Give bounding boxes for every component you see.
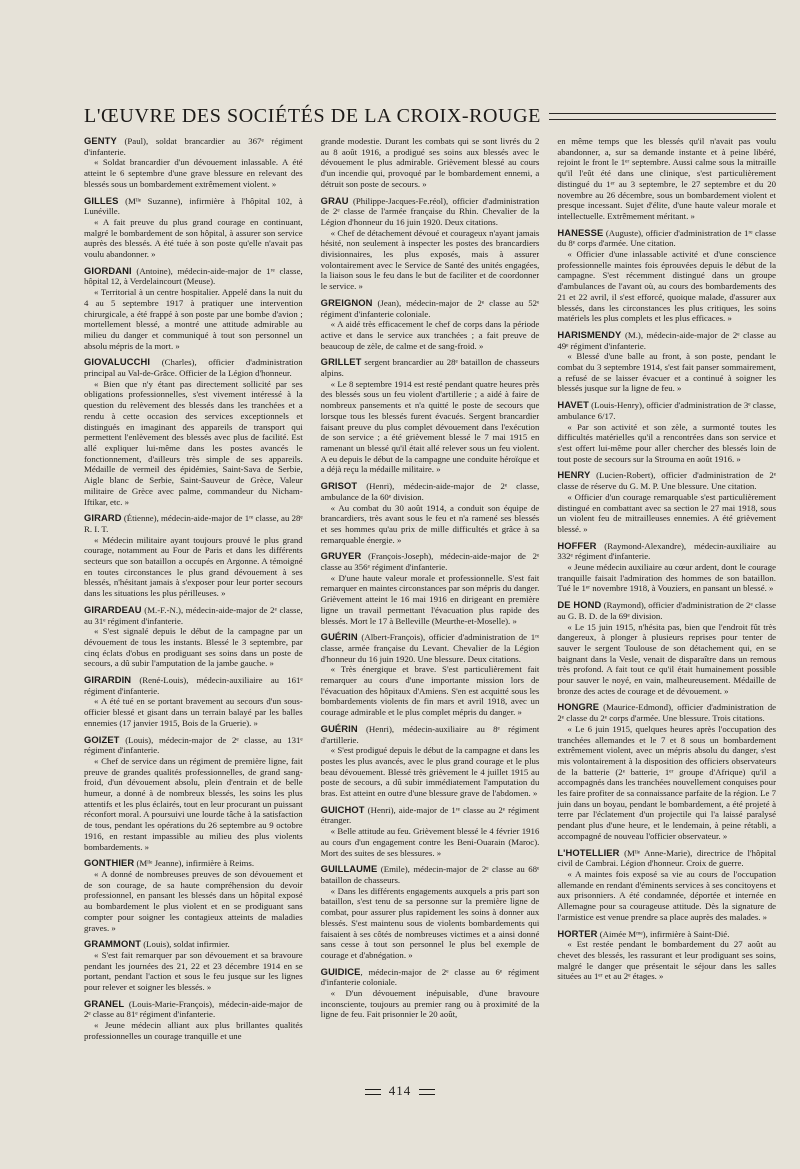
entry-heading: [557, 470, 776, 491]
entry-heading: [321, 196, 540, 228]
citation-entry: [557, 929, 776, 983]
citation-entry: [557, 541, 776, 595]
entry-heading: [557, 400, 776, 421]
entry-heading: [84, 136, 303, 157]
citation-text: « Est restée pendant le bombardement du 27 août au chevet des blessés, les rassurant et leur prodiguant ses soins, malgré le danger que présentait le séjour dans les salles situées au 1ᵉʳ et au 2ᵉ étages. »: [557, 939, 776, 982]
person-details: (Lucien-Robert), officier d'administration de 2ᵉ classe de réserve du G. M. P. Une blessure. Une citation.: [557, 470, 776, 492]
citation-entry: [321, 136, 540, 190]
citation-text: « Chef de détachement dévoué et courageux n'ayant jamais hésité, non seulement à inspecter les postes des brancardiers divisionnaires, les plus exposés, mais à assurer volontairement avec le Service de Santé des unités engagées, la liaison sous le feu dans le but de faciliter et de coordonner le service. »: [320, 227, 540, 292]
citation-entry: [84, 196, 303, 260]
entry-heading: [557, 600, 776, 621]
person-details: (Auguste), officier d'administration de 1ʳᵉ classe du 8ᵉ corps d'armée. Une citation.: [557, 227, 776, 249]
entry-heading: [321, 551, 540, 572]
citation-text: « Le 6 juin 1915, quelques heures après l'occupation des tranchées allemandes et le 7 et 8 sous un bombardement extrêmement violent, avec un mépris absolu du danger, s'est mis volontairement à la disposition des officiers observateurs de la batterie (2ᵉ batterie, 1ᵉʳ groupe d'Afrique) qu'il a accompagnés dans les tranchées nouvellement conquises pour les faire profiter de sa connaissance parfaite de la région. Le 7 juin dans un boyau, pendant le bombardement, a été projeté à terre par l'éclatement d'un projectile qui l'a laissé paralysé pendant plus d'une heure, et le lendemain, à peine rétabli, a accompagné de nouveau l'officier observateur. »: [557, 723, 776, 841]
entry-heading: [557, 848, 776, 869]
entry-heading: [321, 967, 540, 988]
person-name: DE HOND: [557, 599, 602, 611]
person-details: (Jean), médecin-major de 2ᵉ classe au 52ᵉ régiment d'infanterie coloniale.: [320, 297, 540, 319]
person-name: GUILLAUME: [320, 863, 378, 875]
citation-entry: [321, 967, 540, 1021]
person-name: GIORDANI: [84, 264, 132, 276]
citation-entry: [321, 632, 540, 718]
entry-heading: [84, 196, 303, 217]
citation-text: « S'est fait remarquer par son dévouement et sa bravoure pendant les journées des 21, 22 et 23 décembre 1914 en se portant, pendant l'action et sous le feu jusque sur les lignes pour relever et soigner les blessés. »: [84, 949, 303, 993]
entry-heading: [557, 929, 776, 940]
person-details: (François-Joseph), médecin-aide-major de 2ᵉ classe au 356ᵉ régiment d'infanterie.: [320, 551, 540, 573]
entry-heading: [84, 605, 303, 626]
person-details: (Henri), médecin-auxiliaire au 8ᵉ régiment d'artillerie.: [320, 723, 540, 745]
person-details: (Antoine), médecin-aide-major de 1ʳᵉ classe, hôpital 12, à Verdelaincourt (Meuse).: [84, 265, 303, 287]
person-name: GUIDICE: [320, 965, 361, 977]
citation-entry: [557, 330, 776, 394]
citation-text: « Chef de service dans un régiment de première ligne, fait preuve de grandes qualités professionnelles, de grand sang-froid, d'un dévouement absolu, plein d'entrain et de belle humeur, a donné à de nombreux blessés, les soins les plus attentifs et les plus éclairés, tout en leur procurant un puissant réconfort moral. A poursuivi une lourde tâche à la satisfaction de tous, pendant les opérations du 26 septembre au 9 octobre 1916, en restant impassible au milieu des plus violents bombardements. »: [84, 755, 303, 852]
entry-heading: [84, 858, 303, 869]
citation-text: « Au combat du 30 août 1914, a conduit son équipe de brancardiers, très avant sous le feu et n'a ramené ses blessés et ses hommes qu'au prix de mille difficultés et grâce à sa remarquable énergie. »: [320, 502, 540, 545]
person-name: GOIZET: [84, 733, 120, 745]
citation-text: « Jeune médecin auxiliaire au cœur ardent, dont le courage tranquille faisait l'admiration des hommes de son bataillon. Tué le 1ᵉʳ novembre 1918, à Vouziers, en pansant un blessé. »: [557, 562, 776, 594]
person-details: (Louis), médecin-major de 2ᵉ classe, au 131ᵉ régiment d'infanterie.: [84, 734, 303, 756]
page-title: L'ŒUVRE DES SOCIÉTÉS DE LA CROIX-ROUGE: [84, 104, 541, 127]
person-details: (Philippe-Jacques-Fe.réol), officier d'administration de 2ᵉ classe de l'armée française du Rhin. Chevalier de la Légion d'honneur du 16 juin 1920. Deux citations.: [320, 195, 540, 227]
entry-heading: [557, 702, 776, 723]
entry-heading: [321, 805, 540, 826]
citation-text: en même temps que les blessés qu'il n'avait pas voulu abandonner, a, sur sa demande instante et à peine libéré, rejoint le front le 1ᵉʳ septembre. Aussi calme sous la mitraille qu'il l'eût été dans une clinique, s'est particulièrement distingué du 1ᵉʳ au 3 septembre, le 27 septembre et du 20 novembre au 26 décembre, sous un bombardement violent et presque incessant. Sujet d'élite, d'une haute valeur morale et intellectuelle. Extrêmement méritant. »: [557, 136, 776, 221]
person-name: GIRARDEAU: [84, 603, 142, 615]
person-name: GUICHOT: [320, 803, 365, 815]
citation-entry: [321, 298, 540, 352]
citation-entry: [321, 864, 540, 960]
citation-entry: [321, 551, 540, 626]
entry-heading: [321, 481, 540, 502]
column-middle: [321, 136, 540, 1066]
citation-text: « Le 8 septembre 1914 est resté pendant quatre heures près des blessés sous un feu violent d'artillerie ; a aidé à faire de nombreux pansements et n'a quitté le poste de secours que lorsque tous les blessés furent évacués. Sergent brancardier faisant preuve du plus complet dévouement dans l'exécution de son service ; a été grièvement blessé le 7 mai 1915 en ramenant un blessé qu'il était allé relever sous un feu violent. A eu depuis le début de la campagne une conduite héroïque et a déjà reçu la médaille militaire. »: [320, 378, 540, 475]
person-name: GRILLET: [320, 356, 362, 368]
citation-text: « D'une haute valeur morale et professionnelle. S'est fait remarquer en maintes circonstances par son mépris du danger. Grièvement atteint le 16 mai 1916 en dirigeant en première ligne un travail permettant l'évacuation plus rapide des blessés. Mort le 17 à Belleville (Meurthe-et-Moselle). »: [320, 572, 540, 626]
person-name: GUÉRIN: [320, 631, 358, 643]
person-details: (Henri), aide-major de 1ʳᵉ classe au 2ᵉ régiment étranger.: [320, 804, 540, 826]
page-header: [84, 103, 776, 129]
entry-heading: [557, 330, 776, 351]
person-details: (Louis-Marie-François), médecin-aide-major de 2ᵉ classe au 81ᵉ régiment d'infanterie.: [84, 998, 303, 1020]
entry-heading: [84, 513, 303, 534]
citation-entry: [557, 228, 776, 324]
entry-heading: [84, 357, 303, 378]
citation-entry: [557, 848, 776, 923]
person-name: L'HOTELLIER: [557, 846, 620, 858]
page-footer: [0, 1083, 800, 1099]
person-details: (M.), médecin-aide-major de 2ᵉ classe au 49ᵉ régiment d'infanterie.: [557, 329, 776, 351]
person-name: GONTHIER: [84, 857, 135, 869]
person-details: (Albert-François), officier d'administration de 1ʳᵉ classe, armée française du Levant. Chevalier de la Légion d'honneur du 16 juin 1920. Une blessure. Deux citations.: [320, 632, 540, 664]
person-name: GIOVALUCCHI: [84, 356, 151, 368]
entry-heading: [84, 675, 303, 696]
person-name: GRANEL: [84, 997, 125, 1009]
person-name: GUÉRIN: [320, 722, 358, 734]
person-name: GIRARD: [84, 512, 122, 524]
citation-entry: [321, 357, 540, 475]
column-right: [557, 136, 776, 1066]
person-name: GRISOT: [320, 480, 358, 492]
person-details: (Aimée Mᵐᵉ), infirmière à Saint-Dié.: [597, 928, 730, 939]
person-name: HANESSE: [557, 226, 604, 238]
person-name: HONGRE: [557, 701, 600, 713]
entry-heading: [84, 999, 303, 1020]
entry-heading: [84, 939, 303, 950]
person-details: sergent brancardier au 28ᵉ bataillon de chasseurs alpins.: [320, 357, 540, 379]
person-name: GILLES: [84, 194, 119, 206]
citation-text: « Blessé d'une balle au front, à son poste, pendant le combat du 3 septembre 1914, s'est fait panser sommairement, a refusé de se laisser évacuer et a continué à soigner les blessés jusque sur la ligne de feu. »: [557, 351, 776, 394]
citation-text: « Territorial à un centre hospitalier. Appelé dans la nuit du 4 au 5 septembre 1917 à pratiquer une intervention chirurgicale, a été frappé à son poste par une bombe d'avion ; mortellement blessé, a montré une attitude admirable au milieu du danger et communiqué à tout son personnel un absolu mépris de la mort. »: [84, 287, 303, 351]
citation-entry: [84, 513, 303, 599]
person-name: HARISMENDY: [557, 328, 622, 340]
citation-text: « A maintes fois exposé sa vie au cours de l'occupation allemande en rendant d'éminents services à ses concitoyens et aux prisonniers. A été condamnée, déportée et internée en Allemagne pour sa courageuse attitude. Dès la signature de l'armistice est venue prendre sa place auprès des malades. »: [557, 869, 776, 922]
text-columns: [84, 136, 776, 1066]
citation-text: « Médecin militaire ayant toujours prouvé le plus grand courage, notamment au Four de Paris et dans les différents secteurs que son bataillon a occupés en Argonne. A témoigné en toutes circonstances le plus grand dévouement à ses blessés, n'hésitant jamais à s'exposer pour leur porter secours dans les situations les plus périlleuses. »: [84, 534, 303, 599]
citation-entry: [84, 939, 303, 993]
citation-entry: [84, 136, 303, 190]
person-details: (Mˡˡᵉ Suzanne), infirmière à l'hôpital 102, à Lunéville.: [84, 195, 303, 217]
citation-text: « Jeune médecin alliant aux plus brillantes qualités professionnelles un courage tranquille et une: [84, 1020, 303, 1041]
entry-heading: [321, 724, 540, 745]
entry-heading: [557, 228, 776, 249]
person-details: (Mˡˡᵉ Anne-Marie), directrice de l'hôpital civil de Cambrai. Légion d'honneur. Croix de guerre.: [557, 847, 776, 869]
entry-heading: [321, 298, 540, 319]
citation-text: « Par son activité et son zèle, a surmonté toutes les difficultés matérielles qu'il a rencontrées dans son service et s'est offert lui-même pour aller chercher des blessés loin de tout poste de secours sur la Strouma en août 1916. »: [557, 421, 776, 464]
citation-entry: [84, 858, 303, 933]
entry-heading: [557, 541, 776, 562]
person-name: GREIGNON: [320, 296, 373, 308]
citation-text: « Dans les différents engagements auxquels a pris part son bataillon, s'est tenu de sa personne sur la première ligne de combat, pour assurer plus rapidement les soins à donner aux blessés. S'est maintenu sous de violents bombardements qui faisaient à ses côtés de nombreuses victimes et a ainsi donné sans cesse à tout son personnel le plus bel exemple de courage et d'abnégation. »: [320, 885, 540, 960]
citation-text: « Très énergique et brave. S'est particulièrement fait remarquer au cours d'une importante mission lors de l'évacuation des hôpitaux d'Amiens. S'en est acquitté sous les bombardements violents de fin mars et avril 1918, avec un courage admirable et le plus complet mépris du danger. »: [320, 664, 540, 718]
person-details: (Mˡˡᵉ Jeanne), infirmière à Reims.: [134, 858, 255, 869]
footer-rule-left: [365, 1089, 381, 1095]
citation-entry: [84, 266, 303, 352]
person-details: (Henri), médecin-aide-major de 2ᵉ classe, ambulance de la 60ᵉ division.: [320, 481, 540, 502]
citation-entry: [557, 400, 776, 464]
entry-heading: [321, 632, 540, 664]
person-name: GRUYER: [320, 550, 362, 562]
citation-entry: [84, 999, 303, 1042]
page-number: 414: [388, 1083, 412, 1098]
person-details: (René-Louis), médecin-auxiliaire au 161ᵉ régiment d'infanterie.: [84, 675, 303, 696]
citation-entry: [321, 805, 540, 859]
person-name: HAVET: [557, 399, 589, 411]
person-details: (Raymond-Alexandre), médecin-auxiliaire au 332ᵉ régiment d'infanterie.: [557, 540, 776, 562]
citation-text: « D'un dévouement inépuisable, d'une bravoure inconsciente, toujours au premier rang ou à proximité de la ligne de feu. Fait prisonnier le 20 août,: [320, 988, 540, 1020]
citation-text: « Officier d'un courage remarquable s'est particulièrement distingué en combattant avec sa section le 27 mai 1918, sous un violent feu de mitrailleuses ennemies. A été grièvement blessé. »: [557, 491, 776, 534]
citation-entry: [84, 675, 303, 729]
person-details: (Raymond), officier d'administration de 2ᵉ classe au G. B. D. de la 69ᵉ division.: [557, 600, 776, 621]
person-details: , médecin-major de 2ᵉ classe au 6ᵉ régiment d'infanterie coloniale.: [320, 966, 540, 988]
citation-entry: [557, 470, 776, 534]
person-details: (Louis-Henry), officier d'administration de 3ᵉ classe, ambulance 6/17.: [557, 400, 776, 421]
person-details: (Louis), soldat infirmier.: [141, 939, 230, 950]
entry-heading: [321, 864, 540, 885]
person-details: (M.-F.-N.), médecin-aide-major de 2ᵉ classe, au 31ᵉ régiment d'infanterie.: [84, 604, 303, 626]
person-name: HOFFER: [557, 539, 597, 551]
entry-heading: [84, 735, 303, 756]
citation-entry: [557, 136, 776, 222]
citation-text: « A aidé très efficacement le chef de corps dans la période active et dans le service aux tranchées ; a fait preuve de beaucoup de zèle, de calme et de sang-froid. »: [320, 319, 540, 351]
citation-text: « A donné de nombreuses preuves de son dévouement et de son courage, de sa haute compréhension du devoir professionnel, en pansant les blessés dans un hôpital exposé au bombardement le plus violent et en se prodiguant sans compter pour soigner les contagieux atteints de maladies graves. »: [84, 869, 303, 933]
citation-text: « Belle attitude au feu. Grièvement blessé le 4 février 1916 au cours d'un engagement contre les Beni-Ouarain (Maroc). Mort des suites de ses blessures. »: [320, 826, 540, 858]
person-name: HENRY: [557, 469, 591, 481]
entry-heading: [321, 357, 540, 378]
citation-entry: [84, 735, 303, 853]
entry-heading: [84, 266, 303, 287]
person-details: (Paul), soldat brancardier au 367ᵉ régiment d'infanterie.: [84, 136, 303, 157]
person-name: GENTY: [84, 136, 117, 146]
citation-text: « Le 15 juin 1915, n'hésita pas, bien que l'endroit fût très dangereux, à plonger à plusieurs reprises pour tenter de sauver le sergent Toulouse de son détachement qui, en se baignant dans la Vesle, venait de disparaître dans un remous très profond. A fait tout ce qu'il était humainement possible pour sauver le noyé, en vain, malheureusement. Médaille de bronze des actes de courage et de dévouement. »: [557, 621, 776, 696]
person-name: GRAU: [320, 194, 349, 206]
citation-entry: [557, 600, 776, 696]
citation-entry: [321, 196, 540, 292]
citation-text: « Officier d'une inlassable activité et d'une conscience professionnelle maintes fois éprouvées depuis le début de la campagne. S'est récemment distingué dans un groupe d'ambulances de l'avant où, au cours des bombardements des 21 et 22 avril, il s'est efforcé, quoique malade, d'assurer aux blessés, dans les circonstances les plus critiques, les soins matériels les plus complets et les plus efficaces. »: [557, 249, 776, 324]
column-left: [84, 136, 303, 1066]
citation-text: « Bien que n'y étant pas directement sollicité par ses obligations professionnelles, s'est vivement intéressé à la question du relèvement des blessés dans les tranchées et a rendu à cette occasion des services exceptionnels et distingués en imaginant des appareils de transport qui permettent l'enlèvement des blessés avec plus de facilité. Est allé expliquer lui-même dans les postes avancés le fonctionnement, d'ailleurs très simple de ses appareils. Médaille de vermeil des épidémies, Saint-Sava de Serbie, Aigle blanc de Serbie, Saint-Sauveur de Grèce, Valeur militaire de Grèce avec palme, commandeur du Nicham-Iftikar, etc. »: [84, 378, 303, 507]
citation-text: « Soldat brancardier d'un dévouement inlassable. A été atteint le 6 septembre d'une grave blessure en relevant des blessés sous un bombardement extrêmement violent. »: [84, 157, 303, 189]
citation-entry: [84, 605, 303, 669]
person-name: GRAMMONT: [84, 938, 142, 950]
person-name: GIRARDIN: [84, 674, 132, 686]
citation-entry: [557, 702, 776, 841]
person-details: (Maurice-Edmond), officier d'administration de 2ᵉ classe du 2ᵉ corps d'armée. Une blessure. Trois citations.: [557, 702, 776, 724]
person-name: HORTER: [557, 927, 598, 939]
footer-rule-right: [419, 1089, 435, 1095]
citation-entry: [84, 357, 303, 507]
citation-text: « S'est signalé depuis le début de la campagne par un dévouement de tous les instants. Blessé le 3 septembre, par cinq éclats d'obus en prodiguant ses soins dans un poste de secours, a dû subir l'amputation de la jambe gauche. »: [84, 626, 303, 669]
citation-text: « S'est prodigué depuis le début de la campagne et dans les postes les plus avancés, avec le plus grand courage et le plus beau dévouement. Blessé très grièvement le 4 juillet 1915 au poste de secours, a dû subir immédiatement l'amputation du bras. Est atteint en outre d'une blessure grave de l'abdomen. »: [320, 745, 540, 799]
citation-text: « A fait preuve du plus grand courage en continuant, malgré le bombardement de son hôpital, à assurer son service auprès des blessés. A été tuée à son poste qu'elle n'avait pas voulu abandonner. »: [84, 216, 303, 260]
citation-entry: [321, 481, 540, 545]
person-details: (Emile), médecin-major de 2ᵉ classe au 68ᵉ bataillon de chasseurs.: [320, 864, 540, 885]
header-rule: [549, 113, 776, 120]
person-details: (Charles), officier d'administration principal au Val-de-Grâce. Officier de la Légion d'honneur.: [84, 357, 303, 379]
citation-text: « A été tué en se portant bravement au secours d'un sous-officier blessé et gisant dans un terrain balayé par les balles ennemies (17 janvier 1915, Bois de la Gruerie). »: [84, 696, 303, 728]
citation-text: grande modestie. Durant les combats qui se sont livrés du 2 au 8 août 1916, a prodigué ses soins aux blessés avec le dévouement le plus admirable. Grièvement blessé au cours d'un incendie qui, provoqué par le bombardement ennemi, a détruit son poste de secours. »: [320, 136, 540, 189]
citation-entry: [321, 724, 540, 799]
person-details: (Étienne), médecin-aide-major de 1ʳᵉ classe, au 28ᵉ R. I. T.: [84, 513, 303, 534]
